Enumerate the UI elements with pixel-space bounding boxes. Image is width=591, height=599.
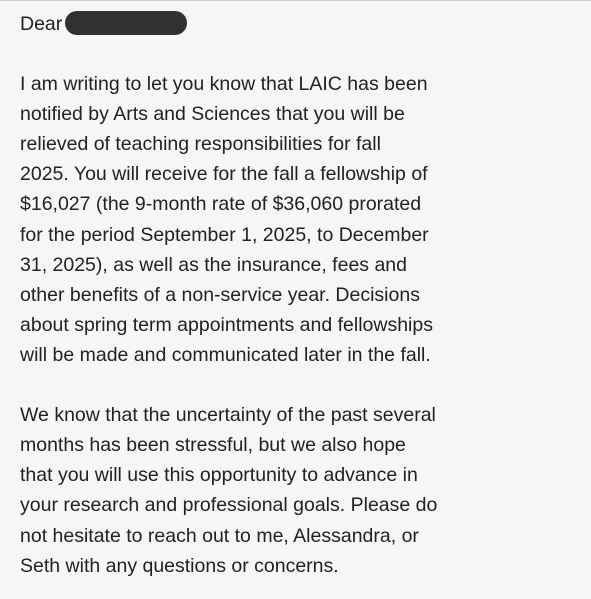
paragraph-2-line-6: Seth with any questions or concerns.: [20, 554, 339, 577]
paragraph-1-line-3: relieved of teaching responsibilities for fall: [20, 133, 381, 156]
paragraph-2-line-1: We know that the uncertainty of the past several: [20, 404, 436, 427]
paragraph-spacer: [20, 39, 580, 69]
paragraph-1-line-6: for the period September 1, 2025, to December: [20, 223, 429, 246]
paragraph-1-line-5: $16,027 (the 9-month rate of $36,060 prorated: [20, 193, 422, 216]
paragraph-1: [20, 69, 580, 370]
paragraph-2-line-4: your research and professional goals. Please do: [20, 494, 438, 517]
paragraph-1-line-10: will be made and communicated later in the fall.: [20, 343, 431, 366]
letter-body: [20, 9, 580, 581]
paragraph-2-line-5: not hesitate to reach out to me, Alessandra, or: [20, 524, 419, 547]
paragraph-1-line-9: about spring term appointments and fellowships: [20, 313, 433, 336]
salutation-line: [20, 9, 580, 39]
paragraph-1-line-2: notified by Arts and Sciences that you will be: [20, 103, 405, 126]
paragraph-1-line-8: other benefits of a non-service year. Decisions: [20, 283, 420, 306]
paragraph-2-line-2: months has been stressful, but we also hope: [20, 434, 406, 457]
paragraph-1-line-4: 2025. You will receive for the fall a fellowship of: [20, 163, 428, 186]
paragraph-2: [20, 400, 580, 581]
paragraph-1-line-1: I am writing to let you know that LAIC has been: [20, 73, 428, 96]
paragraph-spacer: [20, 370, 580, 400]
salutation-text: Dear: [20, 12, 63, 35]
paragraph-1-line-7: 31, 2025), as well as the insurance, fees and: [20, 253, 407, 276]
redacted-name: [65, 11, 187, 35]
paragraph-2-line-3: that you will use this opportunity to advance in: [20, 464, 418, 487]
